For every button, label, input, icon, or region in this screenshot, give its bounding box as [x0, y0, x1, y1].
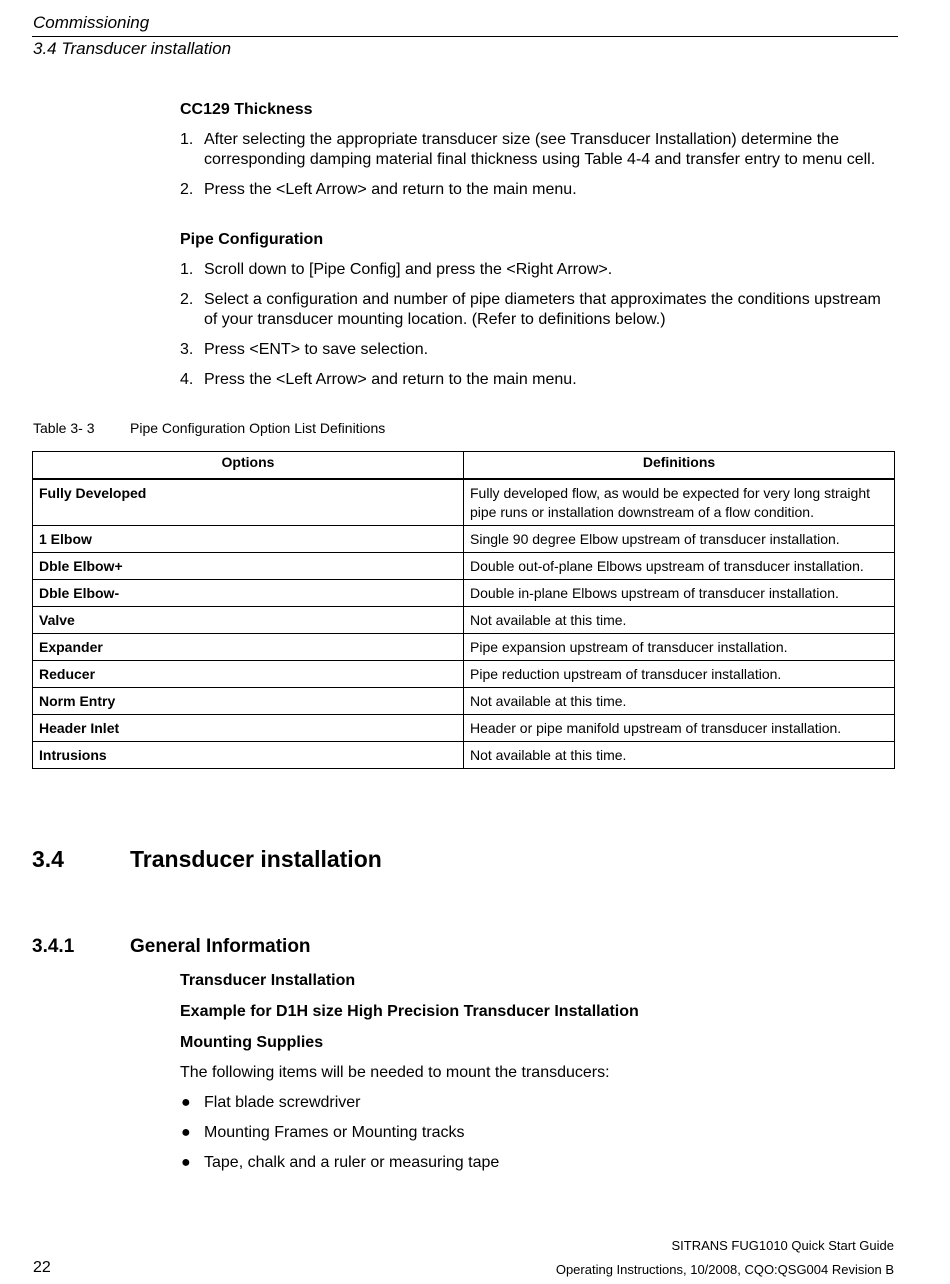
mounting-supplies-heading: Mounting Supplies: [180, 1034, 324, 1051]
list-item: [180, 1123, 890, 1143]
definition-cell: Pipe expansion upstream of transducer installation.: [464, 634, 895, 661]
step-item: [180, 260, 890, 280]
definition-cell: Double in-plane Elbows upstream of transducer installation.: [464, 580, 895, 607]
table-row: [33, 526, 895, 553]
option-cell: 1 Elbow: [33, 526, 464, 553]
definition-cell: Header or pipe manifold upstream of transducer installation.: [464, 715, 895, 742]
table-caption-title: Pipe Configuration Option List Definitions: [130, 420, 386, 436]
bullet-icon: ●: [181, 1124, 191, 1141]
footer-guide-title: SITRANS FUG1010 Quick Start Guide: [671, 1238, 894, 1253]
definition-cell: Single 90 degree Elbow upstream of transducer installation.: [464, 526, 895, 553]
general-info-block: [180, 971, 890, 1173]
bullet-icon: ●: [181, 1154, 191, 1171]
table-row: [33, 553, 895, 580]
definition-cell: Fully developed flow, as would be expected for very long straight pipe runs or installation downstream of a flow condition.: [464, 479, 895, 526]
table-row: [33, 634, 895, 661]
definition-cell: Not available at this time.: [464, 742, 895, 769]
step-number: 2.: [180, 181, 194, 198]
table-row: [33, 661, 895, 688]
step-item: [180, 290, 890, 330]
list-item: [180, 1093, 890, 1113]
option-cell: Valve: [33, 607, 464, 634]
pipe-config-heading: Pipe Configuration: [180, 231, 324, 248]
option-cell: Expander: [33, 634, 464, 661]
footer-doc-info: Operating Instructions, 10/2008, CQO:QSG004 Revision B: [555, 1262, 894, 1277]
running-header-section: 3.4 Transducer installation: [33, 39, 232, 58]
option-cell: Norm Entry: [33, 688, 464, 715]
step-text: Press the <Left Arrow> and return to the main menu.: [204, 371, 577, 388]
table-caption: [33, 420, 385, 436]
step-number: 3.: [180, 341, 194, 358]
cc129-heading: CC129 Thickness: [180, 101, 313, 118]
example-heading: Example for D1H size High Precision Transducer Installation: [180, 1003, 639, 1020]
table-row: [33, 742, 895, 769]
pipe-config-definitions-table: [32, 451, 895, 769]
list-item-text: Mounting Frames or Mounting tracks: [204, 1124, 465, 1141]
step-text: After selecting the appropriate transducer size (see Transducer Installation) determine the corresponding damping material final thickness using Table 4-4 and transfer entry to menu cell.: [204, 131, 876, 168]
table-row: [33, 580, 895, 607]
subsection-number: 3.4.1: [32, 936, 75, 957]
step-text: Scroll down to [Pipe Config] and press the <Right Arrow>.: [204, 261, 613, 278]
option-cell: Dble Elbow-: [33, 580, 464, 607]
step-number: 4.: [180, 371, 194, 388]
pipe-config-block: [180, 230, 890, 390]
footer-page-number: 22: [33, 1259, 51, 1276]
supplies-list: [180, 1093, 890, 1173]
step-text: Press <ENT> to save selection.: [204, 341, 429, 358]
step-number: 2.: [180, 291, 194, 308]
option-cell: Fully Developed: [33, 479, 464, 526]
transducer-installation-heading: Transducer Installation: [180, 972, 356, 989]
options-column-header: Options: [33, 452, 464, 480]
definition-cell: Double out-of-plane Elbows upstream of transducer installation.: [464, 553, 895, 580]
running-header-chapter: Commissioning: [33, 13, 150, 32]
table-caption-number: Table 3- 3: [33, 420, 95, 436]
definitions-column-header: Definitions: [464, 452, 895, 480]
section-number: 3.4: [32, 846, 64, 872]
cc129-steps: [180, 130, 890, 200]
step-text: Select a configuration and number of pipe diameters that approximates the conditions upstream of your transducer mounting location. (Refer to definitions below.): [204, 291, 881, 328]
list-item: [180, 1153, 890, 1173]
pipe-config-steps: [180, 260, 890, 390]
supplies-intro: The following items will be needed to mount the transducers:: [180, 1064, 610, 1081]
bullet-icon: ●: [181, 1094, 191, 1111]
step-item: [180, 370, 890, 390]
step-item: [180, 130, 890, 170]
option-cell: Reducer: [33, 661, 464, 688]
definition-cell: Pipe reduction upstream of transducer installation.: [464, 661, 895, 688]
definition-cell: Not available at this time.: [464, 607, 895, 634]
table-row: [33, 688, 895, 715]
subsection-title: General Information: [130, 936, 311, 957]
option-cell: Dble Elbow+: [33, 553, 464, 580]
step-item: [180, 340, 890, 360]
table-row: [33, 607, 895, 634]
table-row: [33, 479, 895, 526]
list-item-text: Flat blade screwdriver: [204, 1094, 361, 1111]
step-number: 1.: [180, 131, 194, 148]
option-cell: Header Inlet: [33, 715, 464, 742]
list-item-text: Tape, chalk and a ruler or measuring tape: [204, 1154, 500, 1171]
step-text: Press the <Left Arrow> and return to the main menu.: [204, 181, 577, 198]
header-rule: [32, 36, 898, 37]
table-header-row: [33, 452, 895, 480]
table-row: [33, 715, 895, 742]
definition-cell: Not available at this time.: [464, 688, 895, 715]
section-title: Transducer installation: [130, 846, 382, 872]
cc129-block: [180, 100, 890, 200]
step-item: [180, 180, 890, 200]
option-cell: Intrusions: [33, 742, 464, 769]
step-number: 1.: [180, 261, 194, 278]
